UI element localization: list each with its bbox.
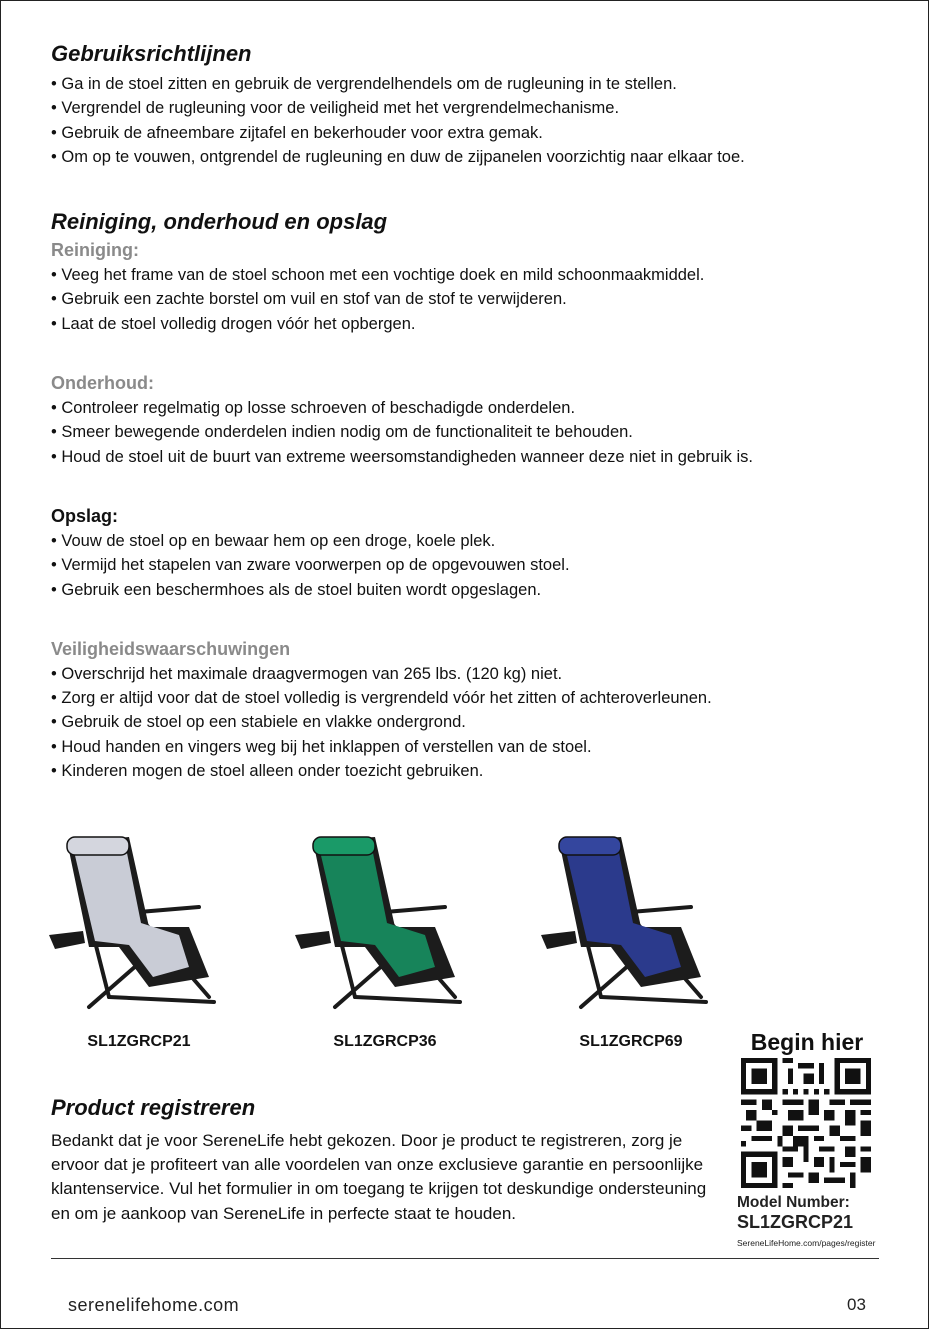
care-heading: Reiniging, onderhoud en opslag xyxy=(51,209,388,235)
qr-register-block xyxy=(737,1028,877,1248)
page-number: 03 xyxy=(847,1295,866,1314)
list-item: • Gebruik de afneembare zijtafel en bekerhouder voor extra gemak. xyxy=(51,121,851,145)
maintenance-heading: Onderhoud: xyxy=(51,373,154,394)
list-item: • Smeer bewegende onderdelen indien nodig om de functionaliteit te behouden. xyxy=(51,420,851,444)
safety-list xyxy=(51,662,851,783)
chair-image xyxy=(541,827,721,1017)
storage-heading: Opslag: xyxy=(51,505,119,526)
register-url[interactable]: SereneLifeHome.com/pages/register xyxy=(737,1238,876,1248)
list-item: • Om op te vouwen, ontgrendel de rugleuning en duw de zijpanelen voorzichtig naar elkaar toe. xyxy=(51,145,851,169)
list-item: • Vouw de stoel op en bewaar hem op een droge, koele plek. xyxy=(51,529,851,553)
model-number: SL1ZGRCP21 xyxy=(737,1212,854,1232)
maintenance-list xyxy=(51,396,851,469)
product-card xyxy=(295,827,475,1050)
list-item: • Overschrijd het maximale draagvermogen van 265 lbs. (120 kg) niet. xyxy=(51,662,851,686)
list-item: • Laat de stoel volledig drogen vóór het opbergen. xyxy=(51,312,851,336)
instructions-content xyxy=(51,39,851,783)
product-images xyxy=(49,827,729,1067)
register-heading: Product registreren xyxy=(51,1095,256,1120)
list-item: • Houd de stoel uit de buurt van extreme weersomstandigheden wanneer deze niet in gebruik is. xyxy=(51,445,851,469)
list-item: • Controleer regelmatig op losse schroeven of beschadigde onderdelen. xyxy=(51,396,851,420)
product-card xyxy=(541,827,721,1050)
list-item: • Vergrendel de rugleuning voor de veiligheid met het vergrendelmechanisme. xyxy=(51,96,851,120)
cleaning-heading: Reiniging: xyxy=(51,240,139,261)
list-item: • Vermijd het stapelen van zware voorwerpen op de opgevouwen stoel. xyxy=(51,553,851,577)
list-item: • Veeg het frame van de stoel schoon met een vochtige doek en mild schoonmaakmiddel. xyxy=(51,263,851,287)
list-item: • Gebruik de stoel op een stabiele en vlakke ondergrond. xyxy=(51,710,851,734)
footer-divider xyxy=(51,1258,879,1259)
product-model-label: SL1ZGRCP21 xyxy=(87,1033,191,1050)
product-model-label: SL1ZGRCP36 xyxy=(333,1033,437,1050)
qr-code[interactable] xyxy=(741,1058,871,1188)
usage-list xyxy=(51,72,851,169)
chair-image xyxy=(295,827,475,1017)
storage-list xyxy=(51,529,851,602)
register-text: Bedankt dat je voor SereneLife hebt gekozen. Door je product te registreren, zorg je ervoor dat je profiteert van alle voordelen van onze exclusieve garantie en persoonlijke klantenservice. Vul het formulier in om toegang te krijgen tot deskundige ondersteuning en om je aankoop van SereneLife in perfecte staat te houden. xyxy=(51,1131,707,1223)
usage-heading: Gebruiksrichtlijnen xyxy=(51,41,252,66)
product-card xyxy=(49,827,229,1050)
list-item: • Kinderen mogen de stoel alleen onder toezicht gebruiken. xyxy=(51,759,851,783)
model-number-label: Model Number: xyxy=(737,1194,850,1211)
register-section xyxy=(51,1093,711,1226)
footer-website[interactable]: serenelifehome.com xyxy=(68,1295,240,1315)
list-item: • Ga in de stoel zitten en gebruik de vergrendelhendels om de rugleuning in te stellen. xyxy=(51,72,851,96)
product-model-label: SL1ZGRCP69 xyxy=(579,1033,683,1050)
list-item: • Gebruik een zachte borstel om vuil en stof van de stof te verwijderen. xyxy=(51,287,851,311)
cleaning-list xyxy=(51,263,851,336)
list-item: • Gebruik een beschermhoes als de stoel buiten wordt opgeslagen. xyxy=(51,578,851,602)
safety-heading: Veiligheidswaarschuwingen xyxy=(51,638,291,659)
list-item: • Zorg er altijd voor dat de stoel volledig is vergrendeld vóór het zitten of achteroverleunen. xyxy=(51,686,851,710)
chair-image xyxy=(49,827,229,1017)
qr-title: Begin hier xyxy=(750,1029,864,1055)
list-item: • Houd handen en vingers weg bij het inklappen of verstellen van de stoel. xyxy=(51,735,851,759)
